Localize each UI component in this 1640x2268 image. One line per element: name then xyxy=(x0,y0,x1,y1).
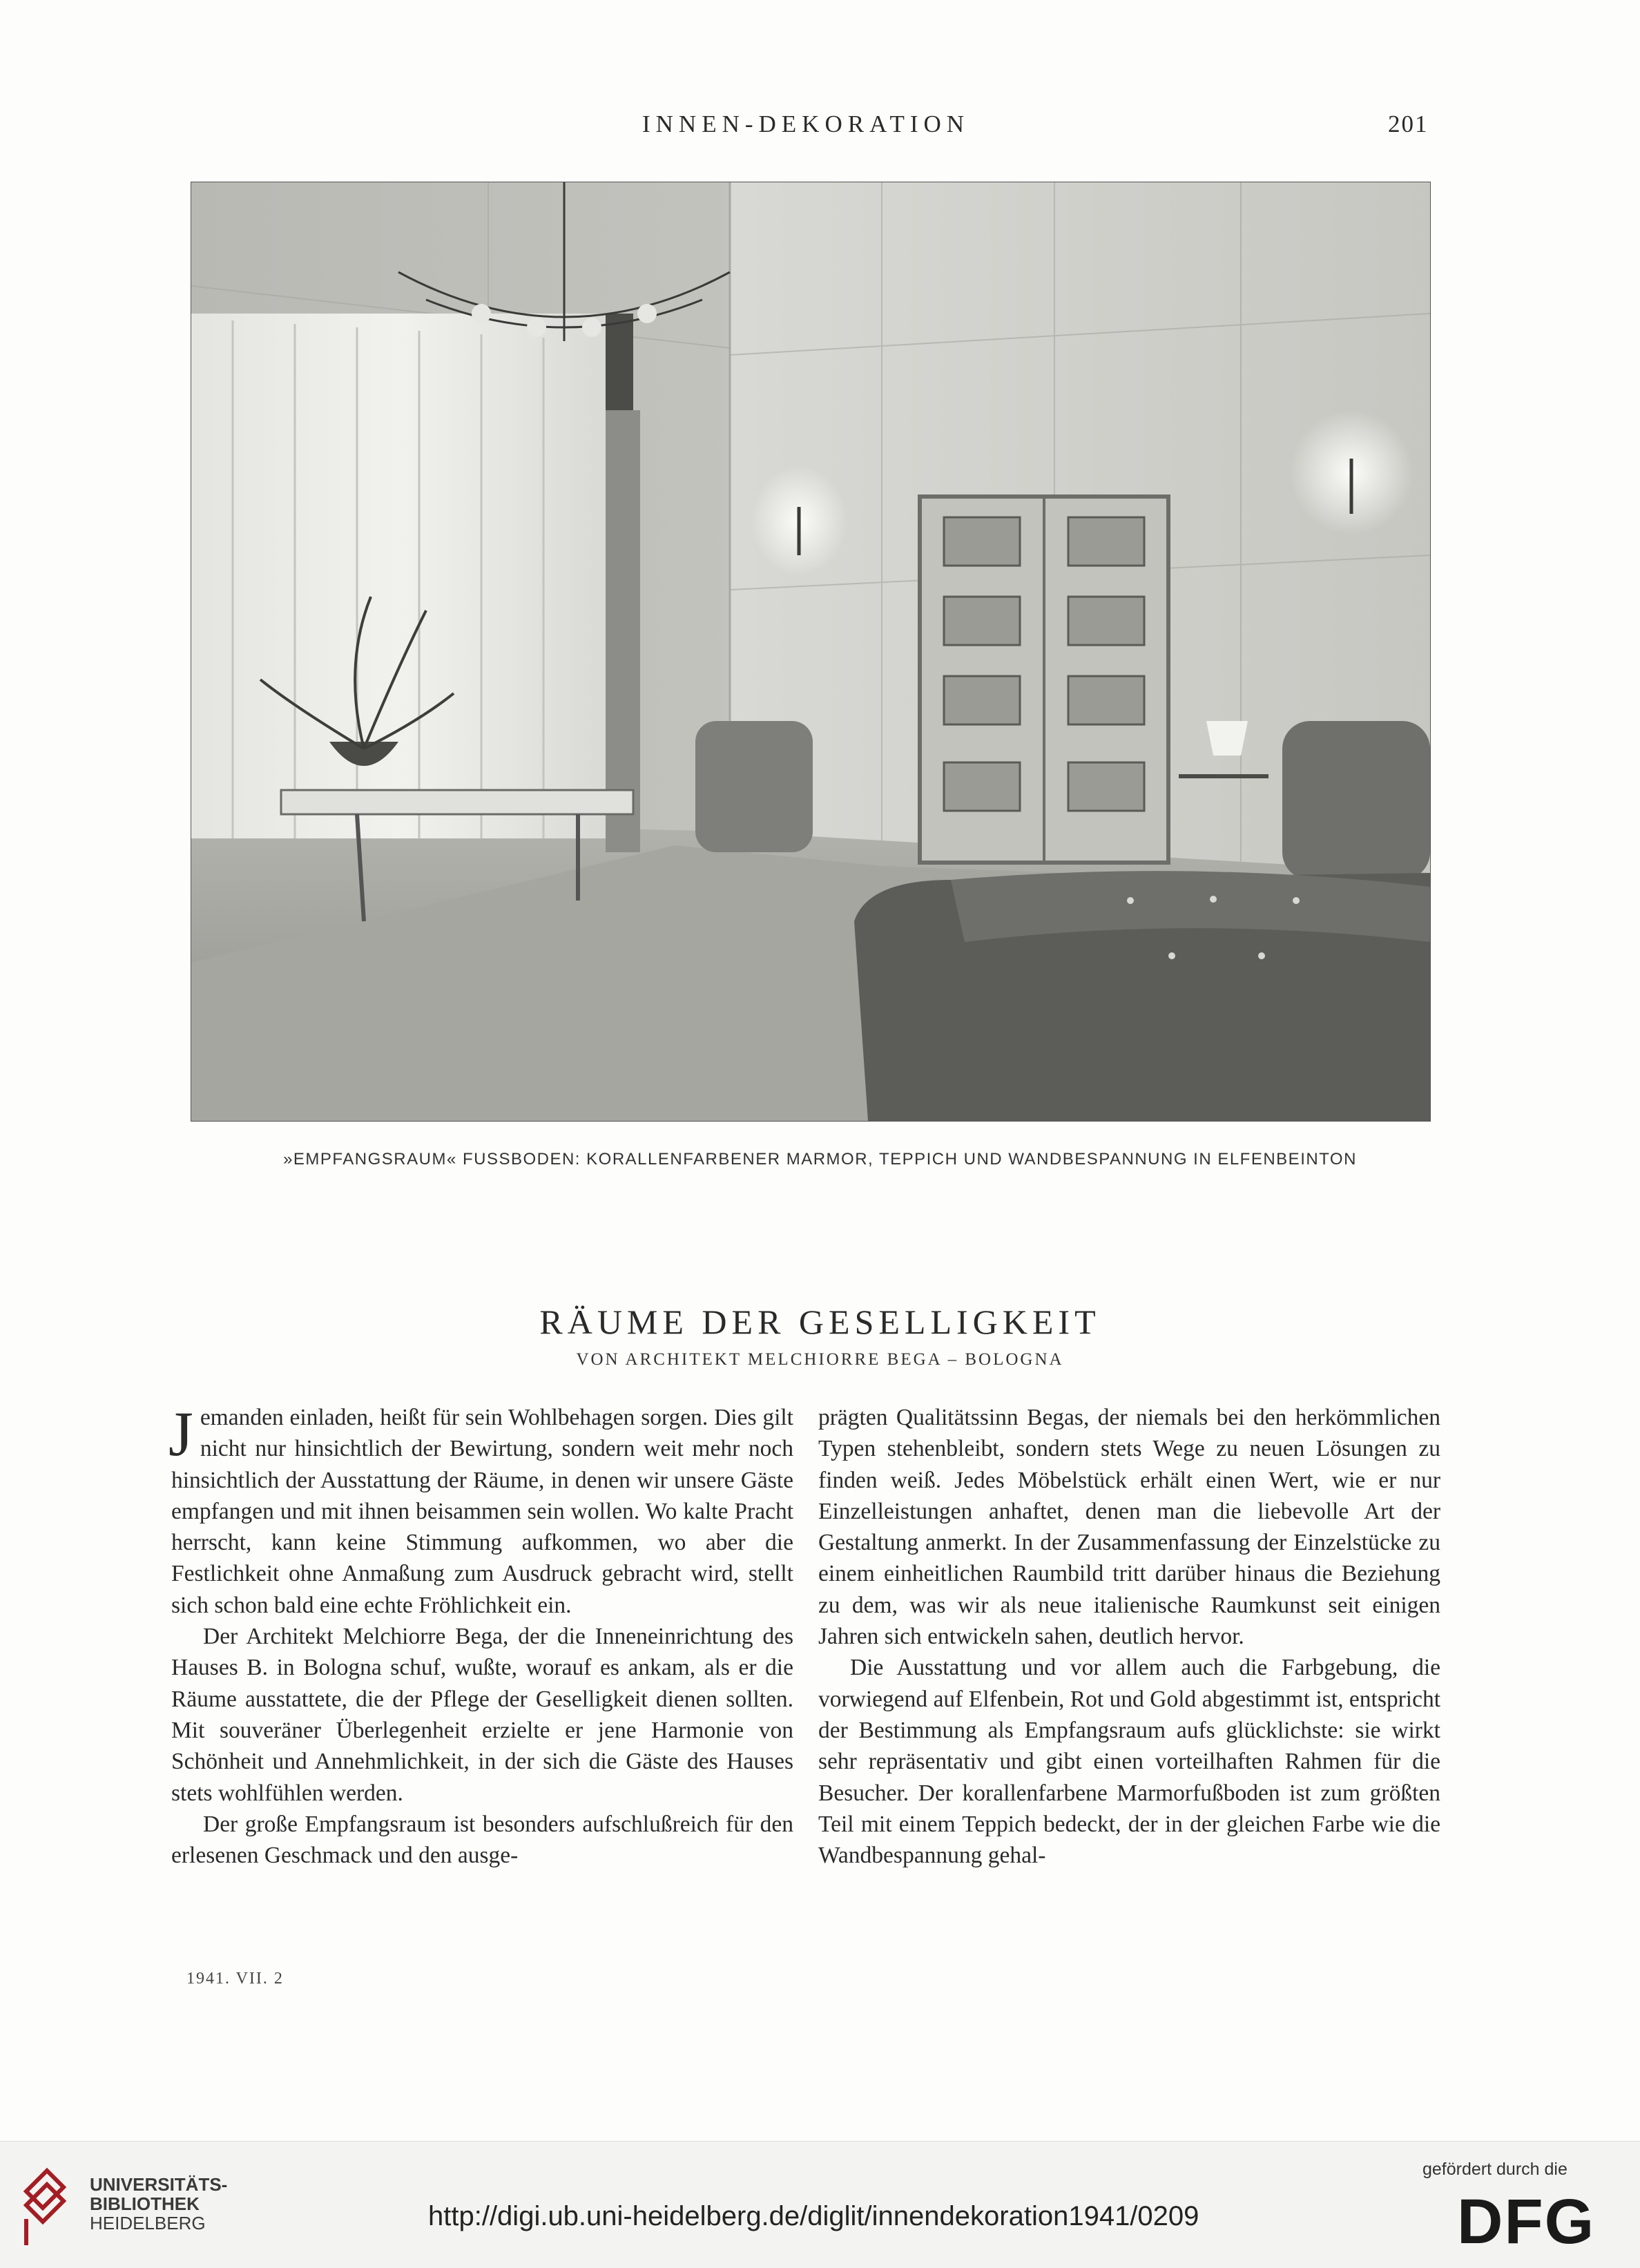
library-line: UNIVERSITÄTS- xyxy=(90,2174,228,2195)
reception-room-photo xyxy=(191,182,1431,1122)
paragraph: Der große Empfangsraum ist besonders aufschlußreich für den erlesenen Geschmack und den ausge- xyxy=(171,1811,793,1869)
drop-cap: J xyxy=(168,1399,193,1469)
university-library-logo-icon xyxy=(19,2164,70,2247)
journal-title: INNEN-DEKORATION xyxy=(642,110,970,137)
library-line: HEIDELBERG xyxy=(90,2213,206,2233)
dfg-logo: DFG xyxy=(1457,2187,1596,2257)
paragraph: prägten Qualitätssinn Begas, der niemals bei den herkömmlichen Typen stehenbleibt, sondern stets Wege zu neuen Lösungen zu finden weiß. Jedes Möbelstück erhält einen Wert, wie er nur Einzelleistungen anhaftet, denen man die liebevolle Art der Gestaltung anmerkt. In der Zusammenfassung der Einzelstücke zu einem einheitlichen Raumbild tritt darüber hinaus die Beziehung zu dem, was wir als neue italienische Raumkunst seit einigen Jahren sich entwickeln sahen, deutlich hervor. xyxy=(818,1405,1440,1650)
paragraph-text: emanden einladen, heißt für sein Wohlbehagen sorgen. Dies gilt nicht nur hinsichtlich der Bewirtung, sondern weit mehr noch hinsichtlich der Ausstattung der Räume, in denen wir unsere Gäste empfangen und mit ihnen beisammen sein wollen. Wo kalte Pracht herrscht, kann keine Stimmung aufkommen, wo aber die Festlichkeit ohne Anmaßung zum Ausdruck gebracht wird, stellt sich schon bald eine echte Fröhlichkeit ein. xyxy=(171,1405,793,1618)
paragraph: Die Ausstattung und vor allem auch die Farbgebung, die vorwiegend auf Elfenbein, Rot und Gold abgestimmt ist, entspricht der Bestimmung als Empfangsraum aufs glücklichste: sie wirkt sehr repräsentativ und gibt einen vorteilhaften Rahmen für die Besucher. Der korallenfarbene Marmorfußboden ist zum größten Teil mit einem Teppich bedeckt, der in der gleichen Farbe wie die Wandbespannung gehal- xyxy=(818,1655,1440,1869)
article-byline: VON ARCHITEKT MELCHIORRE BEGA – BOLOGNA xyxy=(576,1350,1064,1369)
paragraph xyxy=(168,1399,793,1621)
photo-caption: »EMPFANGSRAUM« FUSSBODEN: KORALLENFARBENER MARMOR, TEPPICH UND WANDBESPANNUNG IN ELFENBEINTON xyxy=(283,1150,1357,1169)
library-name xyxy=(90,2175,227,2233)
issue-mark: 1941. VII. 2 xyxy=(186,1970,284,1988)
paragraph: Der Architekt Melchiorre Bega, der die Inneneinrichtung des Hauses B. in Bologna schuf, wußte, worauf es ankam, als er die Räume ausstattete, die der Pflege der Geselligkeit dienen sollten. Mit souveräner Überlegenheit erzielte er jene Harmonie von Schönheit und Annehmlichkeit, in der sich die Gäste des Hauses stets wohlfühlen werden. xyxy=(171,1624,793,1806)
text-column-right xyxy=(818,1402,1440,1871)
library-line: BIBLIOTHEK xyxy=(90,2193,200,2214)
article-title: RÄUME DER GESELLIGKEIT xyxy=(539,1303,1101,1341)
running-header xyxy=(0,110,1640,138)
page-number: 201 xyxy=(1388,110,1429,137)
article-body xyxy=(168,1399,1440,1954)
photo-illustration xyxy=(191,182,1430,1121)
funding-label: gefördert durch die xyxy=(1422,2160,1567,2179)
digitization-footer xyxy=(0,2141,1640,2268)
permalink-url[interactable]: http://digi.ub.uni-heidelberg.de/diglit/innendekoration1941/0209 xyxy=(428,2201,1199,2231)
text-column-left xyxy=(168,1399,793,1871)
